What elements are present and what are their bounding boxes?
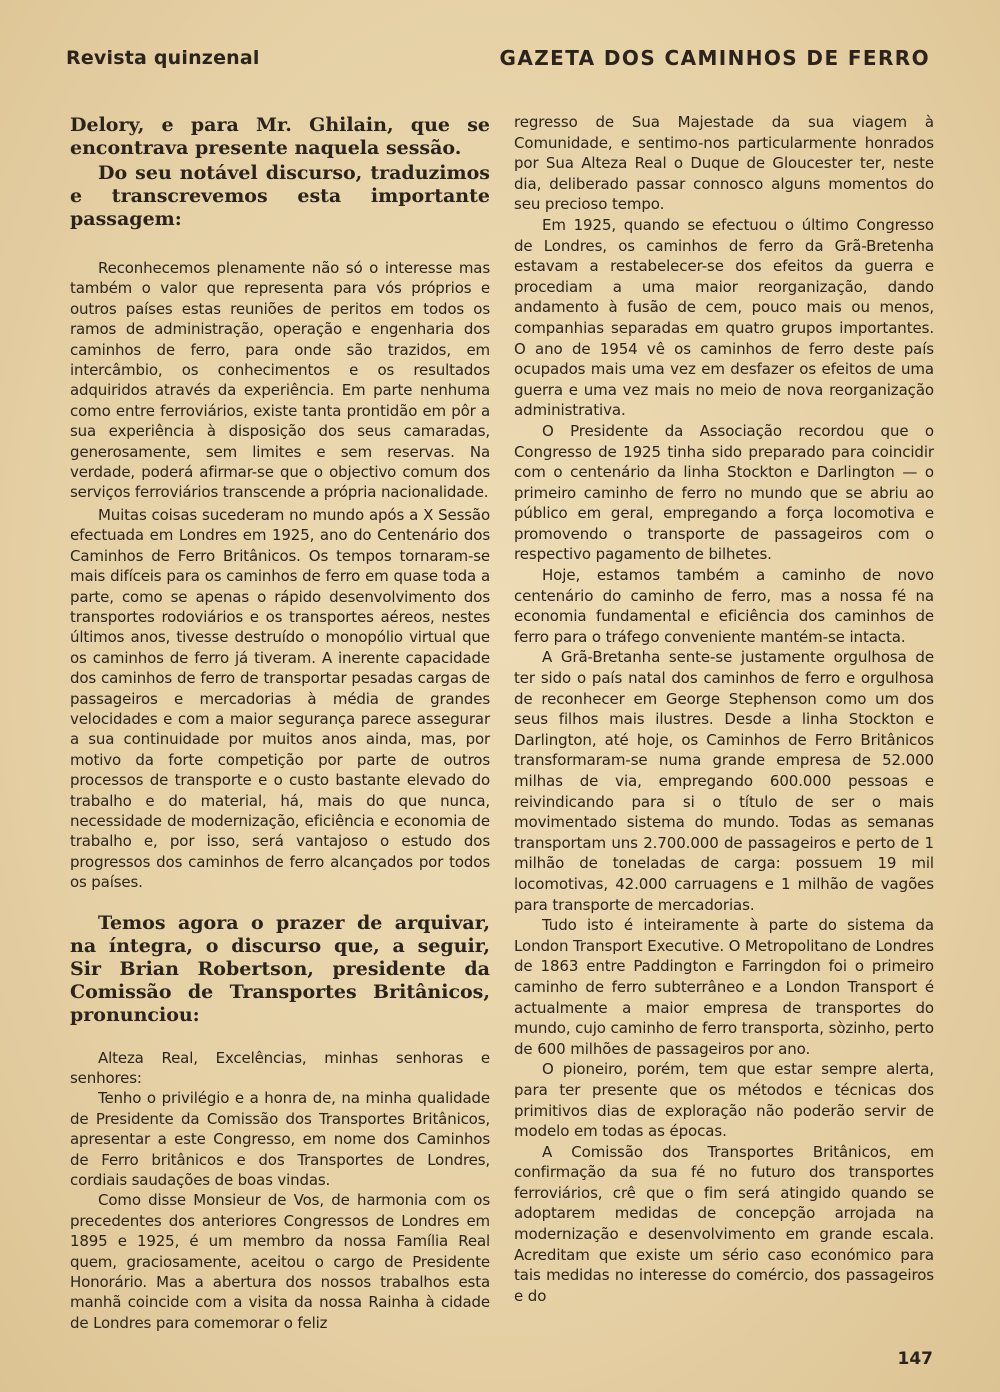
- speech-paragraph: Em 1925, quando se efectuou o último Congresso de Londres, os caminhos de ferro da Grã-Bretenha estavam a restabelecer-se dos efeitos da guerra e procediam a uma maior reorganização, dando andamento à fusão de cem, pouco mais ou menos, companhias separadas em quatro grupos importantes. O ano de 1954 vê os caminhos de ferro deste país ocupados mais uma vez em desfazer os efeitos de uma guerra e uma vez mais no meio de nova reorganização administrativa.: [514, 215, 934, 420]
- page-number: 147: [897, 1349, 933, 1369]
- speech-paragraph: A Grã-Bretanha sente-se justamente orgulhosa de ter sido o país natal dos caminhos de ferro e orgulhosa de reconhecer em George Stephenson como um dos seus filhos mais ilustres. Desde a linha Stockton e Darlington, até hoje, os Caminhos de Ferro Britânicos transformaram-se numa grande empresa de 52.000 milhas de via, empregando 600.000 pessoas e reivindicando para si o título de ser o mais movimentado sistema do mundo. Todas as semanas transportam uns 2.700.000 de passageiros e perto de 1 milhão de toneladas de carga: possuem 19 mil locomotivas, 42.000 carruagens e 1 milhão de vagões para transporte de mercadorias.: [514, 648, 934, 914]
- header-left: Revista quinzenal: [66, 47, 260, 69]
- speech-paragraph: A Comissão dos Transportes Britânicos, em confirmação da sua fé no futuro dos transportes ferroviários, crê que o fim será atingido quando se adoptarem medidas de concepção arrojada na modernização e desenvolvimento em grande escala. Acreditam que existe um sério caso económico para tais medidas no interesse do comércio, dos passageiros e do: [514, 1142, 934, 1305]
- speech-paragraph: O pioneiro, porém, tem que estar sempre alerta, para ter presente que os métodos e técnicas dos primitivos dias de exploração não poderão servir de modelo em todas as épocas.: [514, 1060, 934, 1141]
- speech-paragraph: O Presidente da Associação recordou que o Congresso de 1925 tinha sido preparado para coincidir com o centenário da linha Stockton e Darlington — o primeiro caminho de ferro no mundo que se abriu ao público em geral, empregando a força locomotiva e promovendo o transporte de passageiros com o respectivo pagamento de bilhetes.: [514, 421, 934, 564]
- quote-paragraph: Reconhecemos plenamente não só o interesse mas também o valor que representa para vós próprios e outros países estas reuniões de peritos em todos os ramos de administração, operação e engenharia dos caminhos de ferro, para onde são trazidos, em intercâmbio, os conhecimentos e os resultados adquiridos através da experiência. Em parte nenhuma como entre ferroviários, existe tanta prontidão em pôr a sua experiência à disposição dos seus camaradas, generosamente, sem limites e sem reservas. Na verdade, poderá afirmar-se que o objectivo comum dos serviços ferroviários transcende a própria nacionalidade.: [70, 259, 490, 502]
- intro-paragraph: Temos agora o prazer de arquivar, na íntegra, o discurso que, a seguir, Sir Brian Robertson, presidente da Comissão de Transportes Britânicos, pronunciou:: [70, 911, 490, 1026]
- speech-paragraph: regresso de Sua Majestade da sua viagem à Comunidade, e sentimo-nos particularmente honrados por Sua Alteza Real o Duque de Gloucester ter, neste dia, deliberado passar connosco alguns momentos do seu precioso tempo.: [514, 113, 934, 214]
- left-column: [70, 112, 490, 1333]
- header-title: GAZETA DOS CAMINHOS DE FERRO: [499, 46, 930, 70]
- quote-paragraph: Muitas coisas sucederam no mundo após a X Sessão efectuada em Londres em 1925, ano do Centenário dos Caminhos de Ferro Britânicos. Os tempos tornaram-se mais difíceis para os caminhos de ferro em quase toda a parte, como se apenas o rápido desenvolvimento dos transportes rodoviários e os transportes aéreos, nestes últimos anos, tivesse destruído o monopólio virtual que os caminhos de ferro já tiveram. A inerente capacidade dos caminhos de ferro de transportar pesadas cargas de passageiros e mercadorias à média de grandes velocidades e com a maior segurança parece assegurar a sua continuidade por muitos anos ainda, mas, por motivo da forte competição por parte de outros processos de transporte e o custo bastante elevado do trabalho e do material, há, mais do que nunca, necessidade de modernização, eficiência e economia de trabalho e, por isso, será vantajoso o estudo dos progressos dos caminhos de ferro alcançados por todos os países.: [70, 505, 490, 892]
- speech-paragraph: Tenho o privilégio e a honra de, na minha qualidade de Presidente da Comissão dos Transportes Britânicos, apresentar a este Congresso, em nome dos Caminhos de Ferro britânicos e dos Transportes de Londres, cordiais saudações de boas vindas.: [70, 1089, 490, 1190]
- speech-paragraph: Como disse Monsieur de Vos, de harmonia com os precedentes dos anteriores Congressos de Londres em 1895 e 1925, é um membro da nossa Família Real quem, graciosamente, aceitou o cargo de Presidente Honorário. Mas a abertura dos nossos trabalhos esta manhã coincide com a visita da nossa Rainha à cidade de Londres para comemorar o feliz: [70, 1191, 490, 1332]
- speech-paragraph: Tudo isto é inteiramente à parte do sistema da London Transport Executive. O Metropolitano de Londres de 1863 entre Paddington e Farringdon foi o primeiro caminho de ferro subterrâneo e a London Transport é actualmente a maior empresa de transportes do mundo, cujo caminho de ferro transporta, sòzinho, perto de 600 milhões de passageiros por ano.: [514, 916, 934, 1058]
- right-column: [514, 112, 934, 1306]
- intro-paragraph: Delory, e para Mr. Ghilain, que se encontrava presente naquela sessão.: [70, 114, 490, 159]
- speech-paragraph: Alteza Real, Excelências, minhas senhoras e senhores:: [70, 1048, 490, 1087]
- intro-paragraph: Do seu notável discurso, traduzimos e transcrevemos esta importante passagem:: [70, 162, 490, 230]
- speech-paragraph: Hoje, estamos também a caminho de novo centenário do caminho de ferro, mas a nossa fé na economia fundamental e eficiência dos caminhos de ferro para o tráfego conveniente mantém-se intacta.: [514, 566, 934, 646]
